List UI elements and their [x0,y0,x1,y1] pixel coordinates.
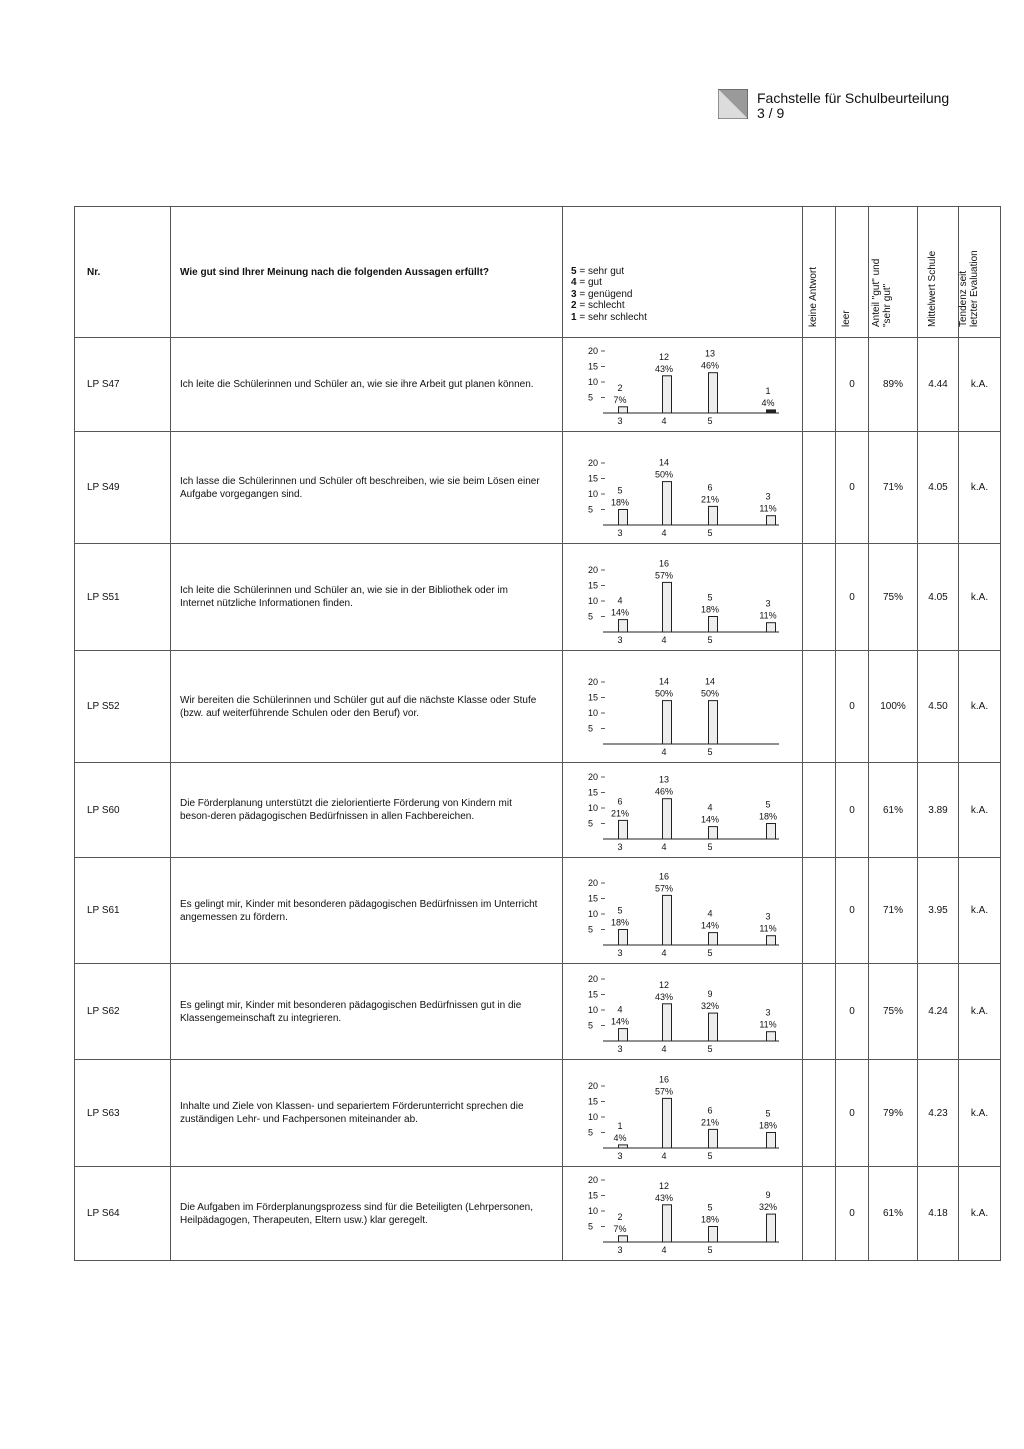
item-statement: Es gelingt mir, Kinder mit besonderen pädagogischen Bedürfnissen gut in die Klassengemeinschaft zu integrieren. [171,964,563,1060]
trend-value: k.A. [959,1167,1001,1261]
y-tick-label: 10 [588,802,599,813]
item-number: LP S64 [75,1167,171,1261]
table-row [75,338,1001,432]
item-chart [563,544,803,651]
share-good-value: 71% [869,858,918,964]
bar-count-label: 6 [707,1104,713,1115]
x-category-label: 5 [707,841,713,852]
bar-count-label: 5 [765,1108,771,1118]
bar-percent-label: 11% [759,1019,777,1030]
item-chart [563,432,803,544]
empty-count: 0 [836,651,869,763]
y-tick-label: 20 [588,1080,599,1091]
item-statement: Es gelingt mir, Kinder mit besonderen pädagogischen Bedürfnissen im Unterricht angemessen zu fördern. [171,858,563,964]
x-category-label: 5 [707,1150,713,1161]
rating-scale-legend [563,207,803,338]
empty-count: 0 [836,1167,869,1261]
empty-count: 0 [836,338,869,432]
bar-count-label: 4 [707,802,713,813]
bar-percent-label: 18% [758,1120,778,1130]
bar-count-label: 5 [707,592,713,602]
bar-percent-label: 11% [759,923,777,934]
bar [709,506,718,525]
organization-title: Fachstelle für Schulbeurteilung [757,90,950,106]
bar [709,700,718,743]
item-statement: Die Förderplanung unterstützt die zielorientierte Förderung von Kindern mit beson-deren pädagogischen Bedürfnissen in allen Fachbereichen. [171,763,563,858]
item-chart [563,763,803,858]
no-answer-count [803,432,836,544]
bar-percent-label: 57% [654,569,674,580]
response-bar-chart [563,861,801,961]
bar-percent-label: 43% [654,363,674,374]
y-tick-label: 5 [588,504,594,514]
no-answer-bar [767,1214,776,1242]
table-row [75,651,1001,763]
scale-item: 1 = sehr schlecht [571,311,647,323]
bar-count-label: 6 [617,795,623,806]
bar-count-label: 14 [704,676,716,687]
no-answer-count [803,1167,836,1261]
mean-value: 3.95 [918,858,959,964]
no-answer-bar [767,1031,776,1040]
y-tick-label: 10 [588,707,599,718]
bar [619,1144,628,1147]
trend-value: k.A. [959,858,1001,964]
empty-count: 0 [836,858,869,964]
empty-count: 0 [836,432,869,544]
y-tick-label: 15 [588,989,599,999]
x-category-label: 5 [707,415,713,426]
table-row [75,1167,1001,1261]
response-bar-chart [563,967,801,1057]
item-statement: Ich leite die Schülerinnen und Schüler an, wie sie ihre Arbeit gut planen können. [171,338,563,432]
x-category-label: 4 [661,1244,667,1255]
y-tick-label: 10 [588,1205,599,1216]
no-answer-count [803,1060,836,1167]
scale-item: 4 = gut [571,277,602,288]
table-row [75,964,1001,1060]
trend-value: k.A. [959,1060,1001,1167]
item-chart [563,964,803,1060]
response-bar-chart [563,435,801,541]
bar-percent-label: 21% [610,807,630,818]
y-tick-label: 15 [588,787,599,797]
mean-value: 4.05 [918,432,959,544]
x-category-label: 3 [617,415,623,426]
y-tick-label: 5 [588,392,594,402]
empty-count: 0 [836,544,869,651]
x-category-label: 5 [707,947,713,958]
bar-percent-label: 32% [758,1201,778,1212]
item-statement: Wir bereiten die Schülerinnen und Schüler gut auf die nächste Klasse oder Stufe (bzw. auf weiterführende Schulen oder den Beruf) vor. [171,651,563,763]
mean-value: 4.05 [918,544,959,651]
bar [709,372,718,412]
bar [663,700,672,743]
y-tick-label: 5 [588,1020,594,1030]
bar-count-label: 4 [617,595,623,606]
y-tick-label: 10 [588,488,599,499]
column-header-empty: leer [836,207,869,338]
bar-percent-label: 18% [610,497,630,507]
share-good-value: 100% [869,651,918,763]
x-category-label: 3 [617,841,623,852]
bar-percent-label: 11% [759,503,777,514]
fachstelle-logo [718,89,748,119]
bar-count-label: 16 [658,557,670,568]
bar [663,895,672,945]
x-category-label: 5 [707,634,713,645]
mean-value: 4.44 [918,338,959,432]
mean-value: 4.18 [918,1167,959,1261]
x-category-label: 4 [661,415,667,426]
bar [619,929,628,945]
response-bar-chart [563,341,801,429]
bar [663,1204,672,1241]
bar-count-label: 5 [617,485,623,495]
bar-percent-label: 21% [700,1116,720,1127]
bar-count-label: 3 [765,1007,771,1018]
no-answer-count [803,544,836,651]
trend-value: k.A. [959,544,1001,651]
bar-percent-label: 43% [654,991,674,1002]
x-category-label: 3 [617,634,623,645]
share-good-value: 75% [869,964,918,1060]
item-statement: Die Aufgaben im Förderplanungsprozess sind für die Beteiligten (Lehrpersonen, Heilpädagogen, Therapeuten, Eltern usw.) klar geregelt. [171,1167,563,1261]
bar-count-label: 16 [658,870,670,881]
scale-item: 5 = sehr gut [571,265,625,277]
bar-percent-label: 18% [610,917,630,927]
bar-percent-label: 46% [654,786,674,797]
table-row [75,763,1001,858]
bar-percent-label: 14% [610,1016,630,1027]
y-tick-label: 20 [588,564,599,575]
y-tick-label: 5 [588,818,594,828]
bar-count-label: 9 [707,988,713,999]
column-header-nr: Nr. [75,207,171,338]
scale-item: 3 = genügend [571,288,633,300]
y-tick-label: 15 [588,361,599,371]
bar-count-label: 3 [765,491,771,502]
response-bar-chart [563,766,801,855]
x-category-label: 4 [661,1150,667,1161]
share-good-value: 61% [869,763,918,858]
table-row [75,544,1001,651]
no-answer-bar [767,1132,776,1148]
bar [709,1226,718,1242]
bar-count-label: 2 [617,382,623,393]
bar-count-label: 12 [658,351,670,362]
x-category-label: 5 [707,1043,713,1054]
y-tick-label: 5 [588,723,594,733]
y-tick-label: 15 [588,580,599,590]
share-good-value: 71% [869,432,918,544]
column-header-question: Wie gut sind Ihrer Meinung nach die folgenden Aussagen erfüllt? [171,207,563,338]
column-header-no-answer: keine Antwort [803,207,836,338]
x-category-label: 3 [617,1043,623,1054]
item-number: LP S52 [75,651,171,763]
response-bar-chart [563,547,801,648]
trend-value: k.A. [959,763,1001,858]
bar-percent-label: 18% [758,811,778,821]
item-number: LP S51 [75,544,171,651]
bar-count-label: 4 [617,1004,623,1015]
y-tick-label: 10 [588,908,599,919]
x-category-label: 5 [707,1244,713,1255]
y-tick-label: 20 [588,973,599,984]
table-row [75,432,1001,544]
bar [709,1013,718,1041]
bar-count-label: 1 [617,1120,623,1131]
no-answer-count [803,763,836,858]
empty-count: 0 [836,964,869,1060]
bar-percent-label: 57% [654,882,674,893]
item-number: LP S49 [75,432,171,544]
y-tick-label: 15 [588,893,599,903]
item-number: LP S63 [75,1060,171,1167]
bar [709,932,718,944]
bar [663,798,672,838]
bar-percent-label: 21% [700,493,720,504]
y-tick-label: 15 [588,1096,599,1106]
y-tick-label: 10 [588,1111,599,1122]
bar-percent-label: 18% [700,604,720,614]
trend-value: k.A. [959,432,1001,544]
item-statement: Ich leite die Schülerinnen und Schüler an, wie sie in der Bibliothek oder im Internet nützliche Informationen finden. [171,544,563,651]
mean-value: 4.50 [918,651,959,763]
y-tick-label: 20 [588,345,599,356]
item-number: LP S61 [75,858,171,964]
response-bar-chart [563,1063,801,1164]
scale-item: 2 = schlecht [571,300,625,311]
bar-percent-label: 43% [654,1192,674,1203]
x-category-label: 3 [617,1150,623,1161]
bar [619,1235,628,1241]
share-good-value: 75% [869,544,918,651]
bar-count-label: 14 [658,457,670,468]
bar-count-label: 5 [765,799,771,809]
item-number: LP S60 [75,763,171,858]
bar-count-label: 12 [658,979,670,990]
share-good-value: 89% [869,338,918,432]
page-number: 3 / 9 [757,105,785,121]
bar [663,582,672,632]
y-tick-label: 10 [588,1004,599,1015]
trend-value: k.A. [959,338,1001,432]
bar-count-label: 3 [765,911,771,922]
y-tick-label: 20 [588,676,599,687]
bar-count-label: 13 [658,774,670,785]
bar-percent-label: 50% [654,469,674,480]
x-category-label: 4 [661,746,667,757]
bar [663,1003,672,1040]
item-number: LP S62 [75,964,171,1060]
bar [709,1129,718,1148]
bar-percent-label: 18% [700,1214,720,1224]
bar [619,509,628,525]
bar-count-label: 16 [658,1073,670,1084]
y-tick-label: 15 [588,473,599,483]
no-answer-count [803,651,836,763]
item-chart [563,1060,803,1167]
item-chart [563,338,803,432]
response-bar-chart [563,1170,801,1258]
empty-count: 0 [836,1060,869,1167]
column-header-mean: Mittelwert Schule [918,207,959,338]
y-tick-label: 20 [588,1174,599,1185]
bar [709,616,718,632]
y-tick-label: 5 [588,924,594,934]
bar-percent-label: 4% [761,397,775,408]
y-tick-label: 20 [588,457,599,468]
table-row [75,1060,1001,1167]
y-tick-label: 20 [588,771,599,782]
no-answer-bar [767,935,776,944]
x-category-label: 3 [617,527,623,538]
trend-value: k.A. [959,964,1001,1060]
bar-percent-label: 7% [613,1223,627,1234]
bar-count-label: 5 [707,1202,713,1212]
share-good-value: 79% [869,1060,918,1167]
bar-count-label: 2 [617,1211,623,1222]
x-category-label: 4 [661,841,667,852]
x-category-label: 5 [707,527,713,538]
no-answer-bar [767,409,776,412]
bar [619,820,628,839]
x-category-label: 4 [661,947,667,958]
bar-percent-label: 4% [613,1132,627,1143]
no-answer-bar [767,622,776,631]
x-category-label: 4 [661,1043,667,1054]
item-chart [563,651,803,763]
bar [663,481,672,524]
empty-count: 0 [836,763,869,858]
x-category-label: 4 [661,634,667,645]
bar-count-label: 5 [617,905,623,915]
bar [619,1028,628,1040]
no-answer-bar [767,515,776,524]
no-answer-bar [767,823,776,839]
y-tick-label: 15 [588,692,599,702]
trend-value: k.A. [959,651,1001,763]
bar-percent-label: 11% [759,610,777,621]
no-answer-count [803,858,836,964]
x-category-label: 4 [661,527,667,538]
x-category-label: 3 [617,947,623,958]
bar-count-label: 6 [707,481,713,492]
mean-value: 4.24 [918,964,959,1060]
evaluation-table [74,206,1001,1261]
bar [663,1098,672,1148]
mean-value: 3.89 [918,763,959,858]
response-bar-chart [563,654,801,760]
y-tick-label: 15 [588,1190,599,1200]
bar [709,826,718,838]
bar-percent-label: 50% [700,688,720,699]
item-chart [563,858,803,964]
bar-count-label: 12 [658,1180,670,1191]
bar-count-label: 14 [658,676,670,687]
bar-count-label: 9 [765,1189,771,1200]
bar-percent-label: 46% [700,360,720,371]
bar [619,406,628,412]
bar-count-label: 1 [765,385,771,396]
no-answer-count [803,964,836,1060]
y-tick-label: 10 [588,595,599,606]
bar [663,375,672,412]
x-category-label: 5 [707,746,713,757]
bar-percent-label: 50% [654,688,674,699]
no-answer-count [803,338,836,432]
share-good-value: 61% [869,1167,918,1261]
x-category-label: 3 [617,1244,623,1255]
column-header-share-good: Anteil "gut" und "sehr gut" [869,207,918,338]
item-statement: Inhalte und Ziele von Klassen- und separiertem Förderunterricht sprechen die zuständigen Lehr- und Fachpersonen miteinander ab. [171,1060,563,1167]
bar-percent-label: 14% [700,814,720,825]
y-tick-label: 5 [588,1221,594,1231]
bar-percent-label: 14% [700,920,720,931]
mean-value: 4.23 [918,1060,959,1167]
item-chart [563,1167,803,1261]
y-tick-label: 10 [588,376,599,387]
table-row [75,858,1001,964]
bar [619,619,628,631]
bar-count-label: 3 [765,598,771,609]
bar-count-label: 4 [707,908,713,919]
y-tick-label: 5 [588,1127,594,1137]
item-statement: Ich lasse die Schülerinnen und Schüler oft beschreiben, wie sie beim Lösen einer Aufgabe vorgegangen sind. [171,432,563,544]
column-header-trend: Tendenz seit letzter Evaluation [959,207,1001,338]
bar-count-label: 13 [704,348,716,359]
table-header [75,207,1001,338]
y-tick-label: 20 [588,877,599,888]
bar-percent-label: 7% [613,394,627,405]
y-tick-label: 5 [588,611,594,621]
item-number: LP S47 [75,338,171,432]
bar-percent-label: 32% [700,1000,720,1011]
bar-percent-label: 14% [610,607,630,618]
bar-percent-label: 57% [654,1085,674,1096]
